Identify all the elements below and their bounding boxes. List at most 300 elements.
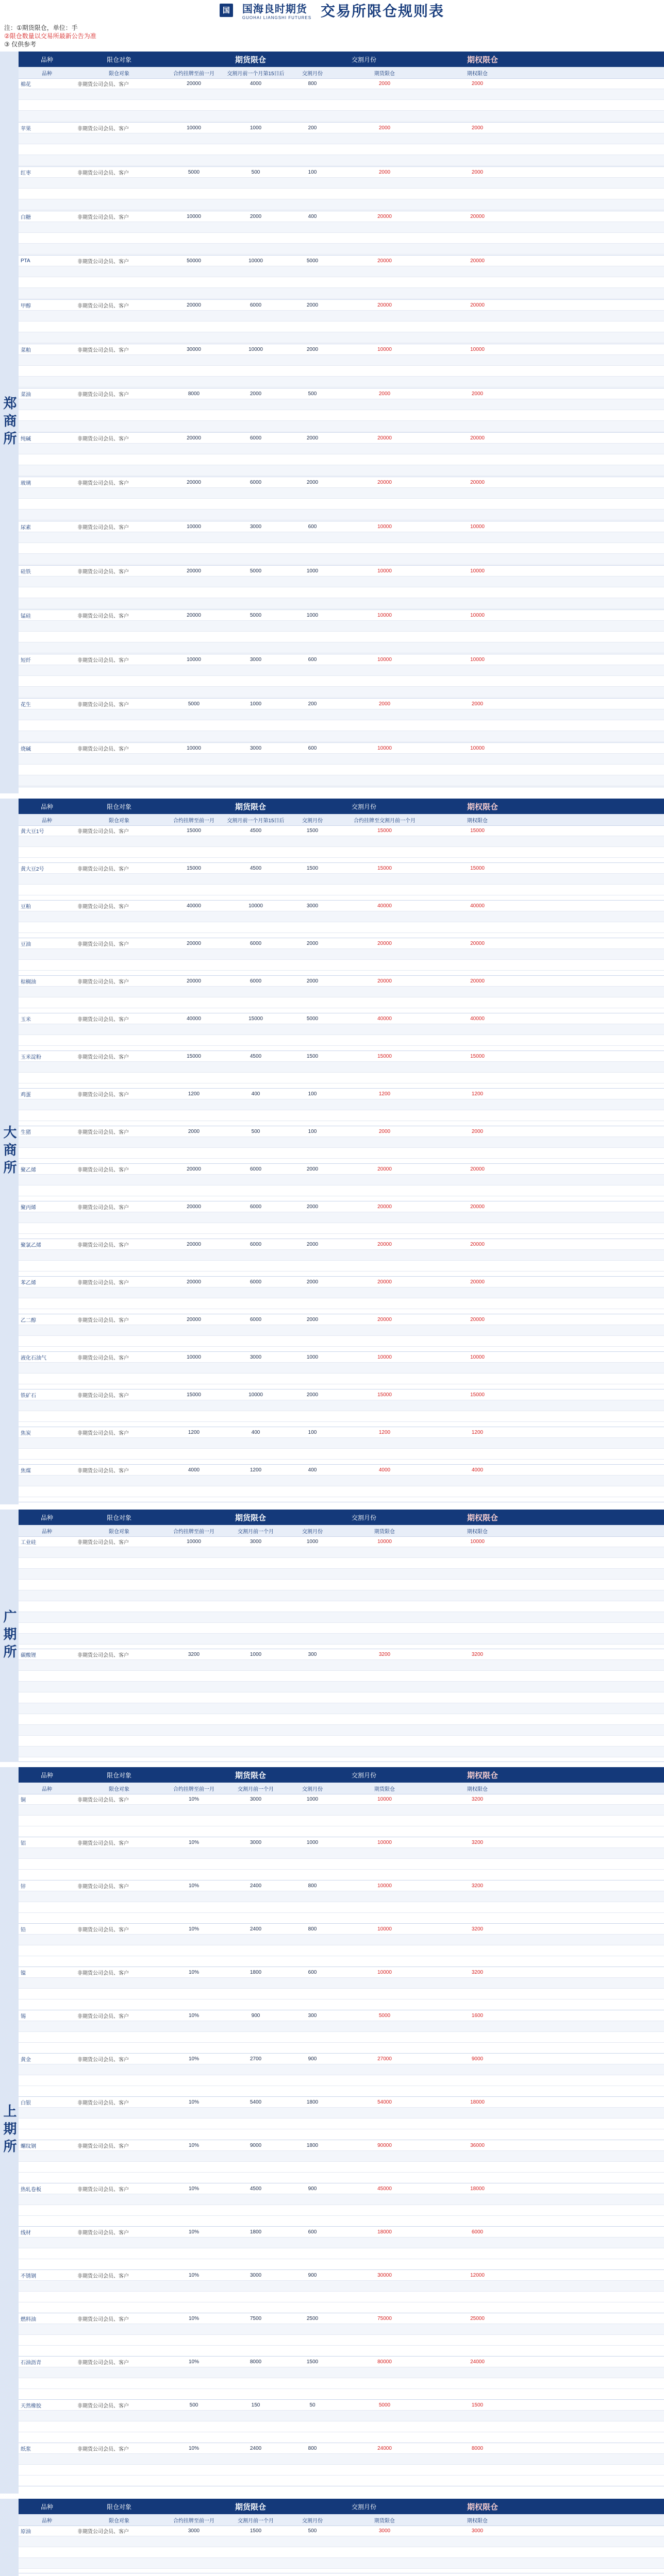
product-block	[19, 2183, 664, 2227]
table-row	[19, 1099, 664, 1110]
table-row	[19, 960, 664, 971]
table-row	[19, 199, 664, 210]
table-row	[19, 2421, 664, 2432]
cell-prod: 菜油	[21, 392, 31, 398]
cell-v3: 2000	[306, 435, 319, 441]
table-row	[19, 632, 664, 642]
table-row	[19, 2400, 664, 2411]
cell-v3: 1000	[306, 1354, 319, 1360]
table-rows	[19, 1794, 664, 2486]
cell-v5: 20000	[470, 479, 485, 485]
cell-obj: 非期货公司会员、客户	[77, 2446, 129, 2452]
cell-v2: 2400	[250, 1883, 262, 1889]
cell-v1: 1200	[188, 1091, 200, 1097]
cell-v1: 10000	[187, 656, 201, 663]
cell-obj: 非期货公司会员、客户	[77, 1317, 129, 1324]
table-row	[19, 499, 664, 510]
cell-v4: 20000	[377, 940, 392, 946]
cell-v3: 600	[308, 523, 317, 530]
cell-v3: 500	[308, 391, 317, 397]
table-row	[19, 2183, 664, 2194]
header-cell-prod: 品种	[40, 803, 53, 810]
cell-prod: 玻璃	[21, 480, 31, 486]
note-line-1: 注：①期货限仓，单位：手	[4, 24, 78, 31]
cell-v2: 6000	[250, 1241, 262, 1247]
product-block	[19, 2357, 664, 2400]
cell-obj: 非期货公司会员、客户	[77, 979, 129, 985]
table-row	[19, 1250, 664, 1261]
exchange-section	[0, 1510, 664, 1762]
cell-v3: 800	[308, 1883, 317, 1889]
table-row	[19, 1805, 664, 1816]
cell-v2: 500	[251, 169, 260, 175]
table-row	[19, 1848, 664, 1859]
cell-v3: 1500	[306, 2359, 319, 2365]
product-block	[19, 1794, 664, 1837]
subheader-cell-v5: 期权限仓	[467, 71, 488, 77]
product-block	[19, 78, 664, 123]
cell-obj: 非期货公司会员、客户	[77, 866, 129, 872]
table-row	[19, 288, 664, 299]
cell-v1: 10%	[188, 2445, 199, 2451]
table-row	[19, 1400, 664, 1411]
cell-v3: 1000	[306, 568, 319, 574]
cell-v5: 20000	[470, 1204, 485, 1210]
product-block	[19, 1427, 664, 1465]
cell-v3: 200	[308, 125, 317, 131]
table-row	[19, 2194, 664, 2205]
cell-v5: 10000	[470, 1538, 485, 1545]
product-block	[19, 167, 664, 211]
cell-obj: 非期货公司会员、客户	[77, 81, 129, 88]
table-row	[19, 765, 664, 775]
product-block	[19, 2526, 664, 2573]
cell-v1: 20000	[187, 1204, 201, 1210]
cell-v4: 54000	[377, 2099, 392, 2105]
cell-obj: 非期货公司会员、客户	[77, 1468, 129, 1474]
header-cell-prod: 品种	[40, 1514, 53, 1521]
cell-obj: 非期货公司会员、客户	[77, 214, 129, 221]
table-row	[19, 1062, 664, 1073]
cell-v2: 3000	[250, 1839, 262, 1845]
table-row	[19, 825, 664, 836]
table-row	[19, 366, 664, 377]
table-row	[19, 1201, 664, 1212]
table-row	[19, 1612, 664, 1623]
cell-v1: 10000	[187, 125, 201, 131]
cell-v1: 30000	[187, 346, 201, 352]
table-row	[19, 222, 664, 233]
table-row	[19, 1223, 664, 1234]
subheader-cell-v4: 期货限仓	[374, 2518, 395, 2524]
cell-prod: 豆油	[21, 941, 31, 947]
table-row	[19, 610, 664, 621]
product-block	[19, 743, 664, 787]
table-row	[19, 266, 664, 277]
subheader-cell-obj: 限仓对象	[109, 818, 129, 824]
cell-v1: 500	[189, 2402, 198, 2408]
cell-v4: 10000	[377, 745, 392, 751]
product-block	[19, 344, 664, 388]
exchange-table	[19, 1767, 664, 2494]
product-block	[19, 1924, 664, 1967]
cell-prod: 碳酸锂	[21, 1652, 36, 1658]
table-row	[19, 377, 664, 387]
cell-prod: 纸浆	[21, 2446, 31, 2452]
cell-v5: 2000	[471, 125, 484, 131]
cell-v1: 20000	[187, 479, 201, 485]
cell-v3: 200	[308, 701, 317, 707]
cell-v2: 2700	[250, 2056, 262, 2062]
cell-v3: 600	[308, 1969, 317, 1975]
table-row	[19, 144, 664, 155]
cell-prod: 天然橡胶	[21, 2403, 41, 2409]
note-block	[4, 24, 659, 49]
cell-v3: 900	[308, 2185, 317, 2192]
cell-v4: 3200	[378, 1651, 391, 1657]
cell-prod: 尿素	[21, 524, 31, 531]
cell-v1: 5000	[188, 701, 200, 707]
cell-prod: 红枣	[21, 170, 31, 176]
cell-v1: 10%	[188, 1883, 199, 1889]
table-row	[19, 754, 664, 765]
cell-v4: 15000	[377, 1392, 392, 1398]
cell-v1: 3000	[188, 2528, 200, 2534]
table-row	[19, 2010, 664, 2021]
cell-obj: 非期货公司会员、客户	[77, 1054, 129, 1060]
cell-v5: 10000	[470, 1354, 485, 1360]
product-block	[19, 976, 664, 1013]
cell-obj: 非期货公司会员、客户	[77, 1970, 129, 1976]
cell-obj: 非期货公司会员、客户	[77, 1167, 129, 1173]
cell-prod: 锡	[21, 2013, 26, 2020]
cell-v4: 20000	[377, 479, 392, 485]
cell-v2: 3000	[250, 656, 262, 663]
cell-v3: 1000	[306, 612, 319, 618]
table-row	[19, 521, 664, 532]
cell-v2: 9000	[250, 2142, 262, 2148]
table-row	[19, 1148, 664, 1159]
table-row	[19, 1924, 664, 1935]
product-block	[19, 863, 664, 901]
table-row	[19, 2064, 664, 2075]
table-row	[19, 344, 664, 355]
table-row	[19, 1816, 664, 1826]
table-row	[19, 1580, 664, 1590]
cell-prod: 线材	[21, 2230, 31, 2236]
table-row	[19, 1660, 664, 1671]
cell-v1: 20000	[187, 1166, 201, 1172]
cell-v1: 4000	[188, 1467, 200, 1473]
cell-v5: 3200	[471, 1839, 484, 1845]
cell-v5: 3200	[471, 1969, 484, 1975]
cell-obj: 非期货公司会员、客户	[77, 1797, 129, 1803]
table-row	[19, 2119, 664, 2129]
table-row	[19, 1175, 664, 1185]
table-row	[19, 2054, 664, 2064]
cell-obj: 非期货公司会员、客户	[77, 702, 129, 708]
subheader-cell-v4: 期货限仓	[374, 1529, 395, 1535]
table-header	[19, 799, 664, 814]
header-cell-v3: 交割月份	[351, 1771, 376, 1779]
cell-v2: 4500	[250, 1053, 262, 1059]
cell-v2: 500	[251, 1128, 260, 1134]
header-cell-obj: 限仓对象	[106, 56, 131, 63]
cell-v1: 20000	[187, 80, 201, 87]
cell-obj: 非期货公司会员、客户	[77, 1205, 129, 1211]
table-row	[19, 1137, 664, 1148]
table-row	[19, 847, 664, 858]
cell-v1: 20000	[187, 1316, 201, 1323]
cell-obj: 非期货公司会员、客户	[77, 2187, 129, 2193]
header-cell-v3: 交割月份	[351, 56, 376, 63]
table-row	[19, 1558, 664, 1569]
cell-prod: 棉花	[21, 81, 31, 88]
header-cell-v3: 交割月份	[351, 1514, 376, 1521]
table-row	[19, 2227, 664, 2238]
exchange-label: 广期所	[0, 1510, 19, 1762]
cell-v1: 10000	[187, 1354, 201, 1360]
cell-obj: 非期货公司会员、客户	[77, 1840, 129, 1846]
cell-v4: 90000	[377, 2142, 392, 2148]
cell-v1: 20000	[187, 302, 201, 308]
table-row	[19, 1837, 664, 1848]
cell-obj: 非期货公司会员、客户	[77, 1355, 129, 1361]
cell-v3: 300	[308, 2012, 317, 2019]
cell-v5: 15000	[470, 1053, 485, 1059]
header-cell-right-title: 期权限仓	[467, 2502, 498, 2512]
cell-v2: 2400	[250, 2445, 262, 2451]
cell-prod: 菜粕	[21, 347, 31, 353]
exchange-label: 郑商所	[0, 52, 19, 793]
cell-v5: 40000	[470, 1015, 485, 1022]
cell-v5: 12000	[470, 2272, 485, 2278]
cell-v2: 6000	[250, 1204, 262, 1210]
cell-v1: 10%	[188, 2229, 199, 2235]
cell-prod: 短纤	[21, 657, 31, 664]
table-row	[19, 1902, 664, 1913]
table-row	[19, 1486, 664, 1497]
table-row	[19, 2270, 664, 2281]
subheader-cell-obj: 限仓对象	[109, 2518, 129, 2524]
table-row	[19, 2075, 664, 2086]
table-row	[19, 1336, 664, 1347]
table-row	[19, 885, 664, 895]
table-row	[19, 2411, 664, 2421]
cell-prod: 镍	[21, 1970, 26, 1976]
cell-obj: 非期货公司会员、客户	[77, 259, 129, 265]
product-block	[19, 1536, 664, 1649]
table-row	[19, 1714, 664, 1725]
cell-v2: 3000	[250, 1354, 262, 1360]
cell-v4: 75000	[377, 2315, 392, 2321]
cell-v4: 27000	[377, 2056, 392, 2062]
header-cell-obj: 限仓对象	[106, 1771, 131, 1779]
cell-v2: 6000	[250, 302, 262, 308]
cell-v3: 1500	[306, 865, 319, 871]
cell-obj: 非期货公司会员、客户	[77, 524, 129, 531]
product-block	[19, 2400, 664, 2443]
cell-obj: 非期货公司会员、客户	[77, 1016, 129, 1023]
cell-v5: 3200	[471, 1651, 484, 1657]
cell-v5: 36000	[470, 2142, 485, 2148]
table-row	[19, 167, 664, 178]
table-row	[19, 1035, 664, 1046]
product-block	[19, 699, 664, 743]
cell-v1: 10%	[188, 2099, 199, 2105]
cell-v5: 1200	[471, 1429, 484, 1435]
header-cell-right-title: 期权限仓	[467, 1513, 498, 1522]
cell-v1: 1200	[188, 1429, 200, 1435]
product-block	[19, 521, 664, 566]
cell-v3: 300	[308, 1651, 317, 1657]
cell-v5: 3200	[471, 1926, 484, 1932]
cell-v4: 1200	[378, 1429, 391, 1435]
exchange-label: 大商所	[0, 799, 19, 1504]
product-block	[19, 211, 664, 256]
table-row	[19, 654, 664, 665]
cell-v2: 3000	[250, 2272, 262, 2278]
table-row	[19, 433, 664, 444]
table-row	[19, 89, 664, 100]
cell-v2: 5000	[250, 612, 262, 618]
cell-prod: 液化石油气	[21, 1355, 46, 1361]
table-row	[19, 1352, 664, 1363]
table-rows	[19, 1536, 664, 1762]
company-name: 国海良时期货	[242, 4, 307, 15]
product-block	[19, 1051, 664, 1089]
cell-v2: 5000	[250, 568, 262, 574]
cell-v1: 10%	[188, 2185, 199, 2192]
subheader-cell-v3: 交割月份	[302, 2518, 323, 2524]
table-row	[19, 1935, 664, 1945]
subheader-cell-prod: 品种	[42, 71, 52, 77]
header-cell-prod: 品种	[40, 2503, 53, 2511]
table-row	[19, 1051, 664, 1062]
cell-v5: 2000	[471, 701, 484, 707]
table-row	[19, 1649, 664, 1660]
table-row	[19, 1725, 664, 1736]
table-row	[19, 1185, 664, 1196]
subheader-cell-v3: 交割月份	[302, 71, 323, 77]
cell-v1: 10%	[188, 1796, 199, 1802]
cell-v5: 15000	[470, 1392, 485, 1398]
cell-v3: 500	[308, 2528, 317, 2534]
table-row	[19, 1212, 664, 1223]
subheader-cell-prod: 品种	[42, 2518, 52, 2524]
cell-obj: 非期货公司会员、客户	[77, 2403, 129, 2409]
product-block	[19, 1314, 664, 1352]
cell-v1: 10%	[188, 1969, 199, 1975]
table-row	[19, 642, 664, 653]
table-row	[19, 1569, 664, 1580]
exchange-table	[19, 2499, 664, 2576]
subheader-cell-v5: 期权限仓	[467, 2518, 488, 2524]
table-row	[19, 2357, 664, 2367]
cell-obj: 非期货公司会员、客户	[77, 657, 129, 664]
cell-v3: 1500	[306, 827, 319, 834]
cell-v5: 15000	[470, 827, 485, 834]
table-row	[19, 1438, 664, 1449]
cell-v5: 20000	[470, 978, 485, 984]
subheader-cell-v1: 合约挂牌至前一月	[173, 71, 214, 77]
table-row	[19, 775, 664, 786]
cell-v4: 10000	[377, 1839, 392, 1845]
product-block	[19, 477, 664, 521]
subheader-cell-v2: 交割月前一个月	[238, 1786, 274, 1792]
cell-v5: 25000	[470, 2315, 485, 2321]
cell-obj: 非期货公司会员、客户	[77, 1393, 129, 1399]
cell-v4: 45000	[377, 2185, 392, 2192]
product-block	[19, 901, 664, 938]
cell-v2: 3000	[250, 745, 262, 751]
table-row	[19, 2032, 664, 2043]
cell-prod: 苯乙烯	[21, 1280, 36, 1286]
cell-v2: 6000	[250, 978, 262, 984]
cell-v1: 3200	[188, 1651, 200, 1657]
cell-v5: 1600	[471, 2012, 484, 2019]
table-row	[19, 863, 664, 874]
product-block	[19, 610, 664, 654]
cell-v5: 2000	[471, 391, 484, 397]
cell-obj: 非期货公司会员、客户	[77, 613, 129, 619]
cell-v3: 1000	[306, 1796, 319, 1802]
cell-prod: 豆粕	[21, 904, 31, 910]
table-row	[19, 2097, 664, 2108]
table-row	[19, 874, 664, 885]
cell-v2: 1000	[250, 1651, 262, 1657]
table-subheader	[19, 1783, 664, 1794]
header-cell-right-title: 期权限仓	[467, 55, 498, 64]
cell-v4: 20000	[377, 258, 392, 264]
table-row	[19, 2335, 664, 2346]
cell-v4: 20000	[377, 1166, 392, 1172]
cell-v1: 10000	[187, 1538, 201, 1545]
table-row	[19, 1314, 664, 1325]
cell-v5: 10000	[470, 656, 485, 663]
product-block	[19, 2443, 664, 2486]
cell-obj: 非期货公司会员、客户	[77, 303, 129, 309]
cell-v3: 600	[308, 2229, 317, 2235]
table-row	[19, 901, 664, 911]
table-row	[19, 836, 664, 847]
cell-v1: 10%	[188, 2012, 199, 2019]
subheader-cell-v5: 期权限仓	[467, 818, 488, 824]
cell-v3: 5000	[306, 258, 319, 264]
cell-v1: 10%	[188, 2359, 199, 2365]
cell-v4: 2000	[378, 80, 391, 87]
subheader-cell-v1: 合约挂牌至前一月	[173, 2518, 214, 2524]
table-row	[19, 300, 664, 311]
page-title: 交易所限仓规则表	[321, 3, 445, 19]
cell-prod: 黄大豆1号	[21, 828, 44, 835]
table-row	[19, 510, 664, 520]
cell-v4: 20000	[377, 1316, 392, 1323]
header-cell-right-title: 期权限仓	[467, 1771, 498, 1780]
cell-prod: 聚乙烯	[21, 1167, 36, 1173]
cell-v5: 3000	[471, 2528, 484, 2534]
cell-prod: 黄大豆2号	[21, 866, 44, 872]
cell-v3: 2000	[306, 1392, 319, 1398]
cell-prod: PTA	[21, 258, 30, 264]
product-block	[19, 1967, 664, 2010]
table-rows	[19, 78, 664, 787]
table-row	[19, 1239, 664, 1250]
cell-v5: 10000	[470, 523, 485, 530]
table-row	[19, 211, 664, 222]
cell-v4: 4000	[378, 1467, 391, 1473]
table-row	[19, 233, 664, 244]
